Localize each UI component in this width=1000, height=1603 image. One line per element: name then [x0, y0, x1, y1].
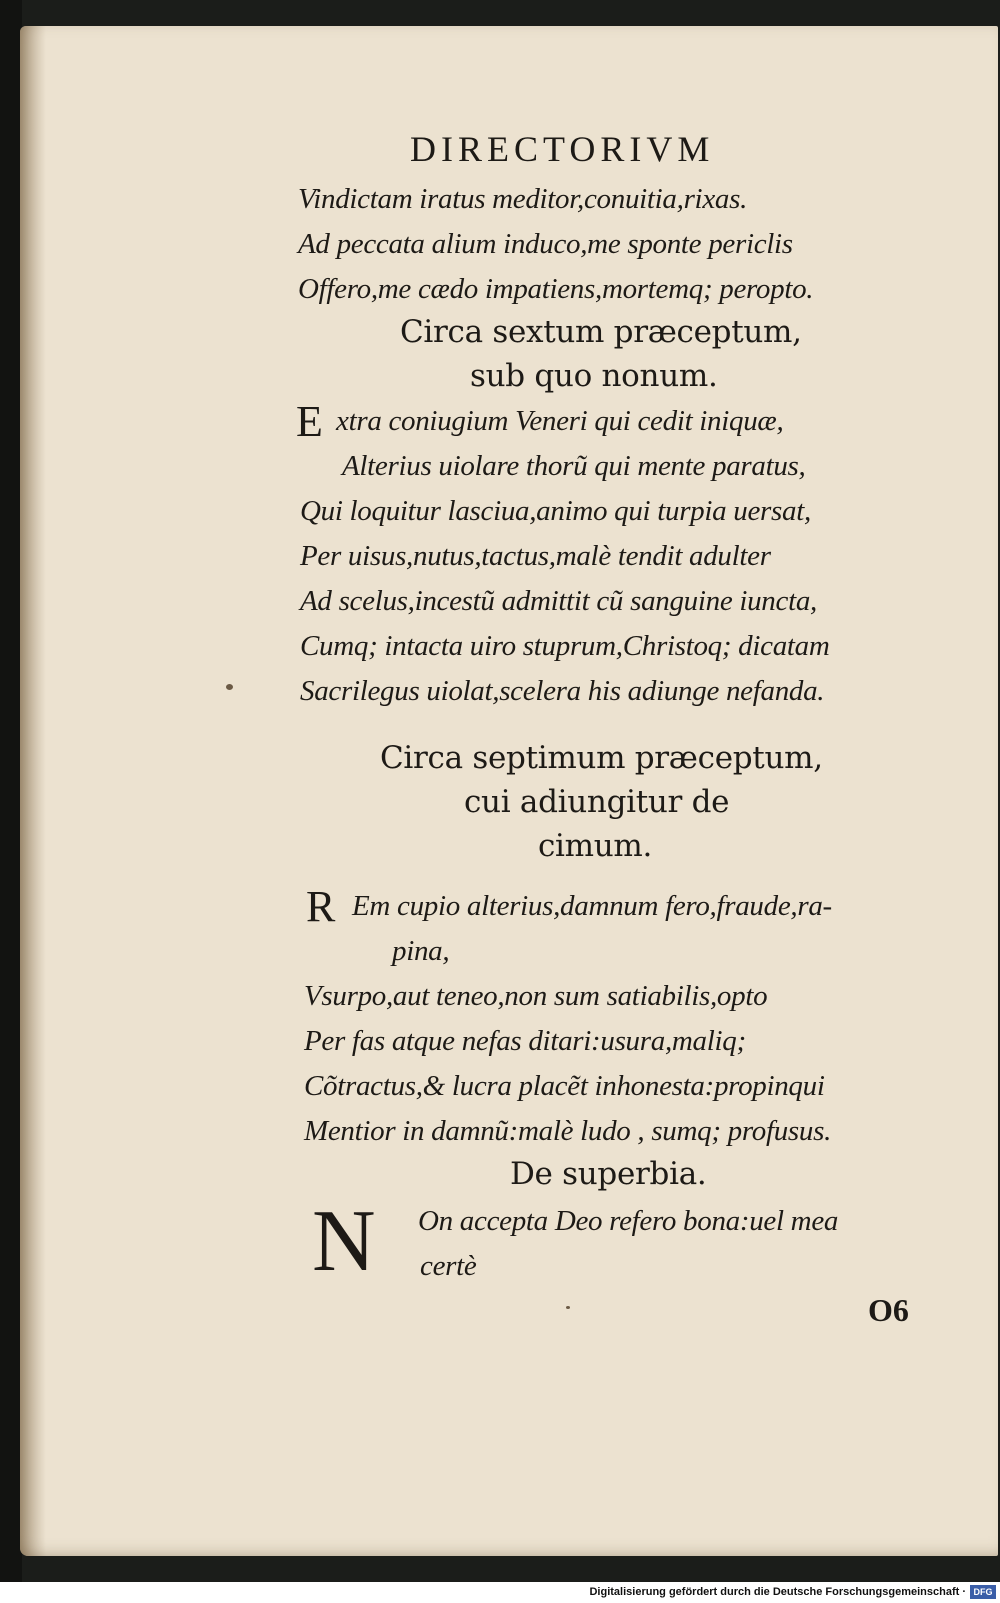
verse-line: Alterius uiolare thorũ qui mente paratus,: [342, 450, 806, 482]
verse-line: Vsurpo,aut teneo,non sum satiabilis,opto: [304, 980, 768, 1012]
verse-line: Em cupio alterius,damnum fero,fraude,ra-: [352, 890, 832, 922]
signature-mark: O6: [868, 1292, 909, 1328]
verse-line: Mentior in damnũ:malè ludo , sumq; profusus.: [304, 1115, 832, 1147]
verse-line: Cumq; intacta uiro stuprum,Christoq; dicatam: [300, 630, 830, 662]
verse-line: certè: [420, 1250, 477, 1282]
verse-line: Ad peccata alium induco,me sponte periclis: [298, 228, 793, 260]
verse-line: Offero,me cædo impatiens,mortemq; peropto.: [298, 273, 814, 305]
verse-line: Ad scelus,incestũ admittit cũ sanguine iuncta,: [300, 585, 817, 617]
binding-gutter: [0, 0, 22, 1603]
verse-line: On accepta Deo refero bona:uel mea: [418, 1205, 839, 1237]
verse-line: Cõtractus,& lucra placẽt inhonesta:propinqui: [304, 1070, 825, 1102]
section-heading: Circa sextum præceptum,: [400, 314, 802, 350]
verse-line: pina,: [392, 935, 450, 967]
drop-capital: E: [296, 397, 323, 446]
section-heading: cui adiungitur de: [464, 784, 730, 820]
section-heading: De superbia.: [510, 1156, 707, 1192]
section-heading: sub quo nonum.: [470, 358, 718, 394]
funding-credit: Digitalisierung gefördert durch die Deutsche Forschungsgemeinschaft ·: [589, 1586, 966, 1598]
section-heading: cimum.: [538, 828, 653, 864]
paper-blemish: [226, 684, 233, 690]
dfg-logo: DFG: [970, 1585, 996, 1599]
running-header: DIRECTORIVM: [410, 129, 715, 169]
spine-shadow: [20, 26, 46, 1556]
drop-capital-ornate: N: [312, 1193, 376, 1290]
verse-line: Per uisus,nutus,tactus,malè tendit adulter: [300, 540, 771, 572]
verse-line: Vindictam iratus meditor,conuitia,rixas.: [298, 183, 748, 215]
paper-blemish: [566, 1306, 570, 1309]
section-heading: Circa septimum præceptum,: [380, 740, 823, 776]
verse-line: Per fas atque nefas ditari:usura,maliq;: [304, 1025, 746, 1057]
verse-line: Qui loquitur lasciua,animo qui turpia uersat,: [300, 495, 811, 527]
verse-line: Sacrilegus uiolat,scelera his adiunge nefanda.: [300, 675, 825, 707]
drop-capital: R: [306, 882, 336, 931]
verse-line: xtra coniugium Veneri qui cedit iniquæ,: [336, 405, 784, 437]
